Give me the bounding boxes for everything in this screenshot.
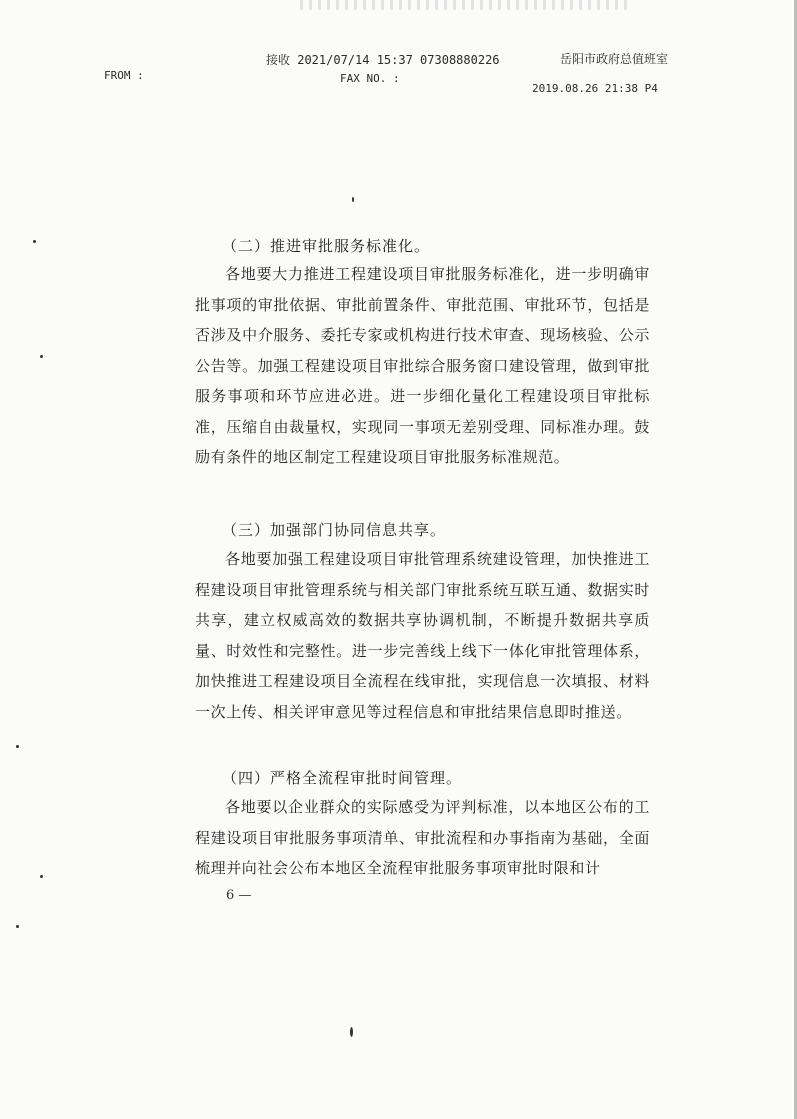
fax-received-stamp: 接收 2021/07/14 15:37 07308880226 xyxy=(266,53,500,67)
scan-noise-strip xyxy=(300,0,630,10)
scan-speck xyxy=(16,925,19,928)
fax-from-label: FROM : xyxy=(104,69,144,82)
fax-sender-org: 岳阳市政府总值班室 xyxy=(560,52,669,66)
section-2-body: 各地要大力推进工程建设项目审批服务标准化，进一步明确审批事项的审批依据、审批前置条件、审批范围、审批环节，包括是否涉及中介服务、委托专家或机构进行技术审查、现场核验、公示公告等。加强工程建设项目审批综合服务窗口建设管理，做到审批服务事项和环节应进必进。进一步细化量化工程建设项目审批标准，压缩自由裁量权，实现同一事项无差别受理、同标准办理。鼓励有条件的地区制定工程建设项目审批服务标准规范。 xyxy=(195,265,650,466)
scan-speck xyxy=(350,1027,353,1037)
scan-speck xyxy=(16,745,19,748)
section-3-heading: （三）加强部门协同信息共享。 xyxy=(222,521,447,539)
section-4-body: 各地要以企业群众的实际感受为评判标准，以本地区公布的工程建设项目审批服务事项清单、审批流程和办事指南为基础，全面梳理并向社会公布本地区全流程审批服务事项审批时限和计 xyxy=(195,798,650,877)
section-2-heading: （二）推进审批服务标准化。 xyxy=(222,237,431,255)
section-3-body: 各地要加强工程建设项目审批管理系统建设管理，加快推进工程建设项目审批管理系统与相关部门审批系统互联互通、数据实时共享，建立权威高效的数据共享协调机制，不断提升数据共享质量、时效性和完整性。进一步完善线上线下一体化审批管理体系，加快推进工程建设项目全流程在线审批，实现信息一次填报、材料一次上传、相关评审意见等过程信息和审批结果信息即时推送。 xyxy=(195,550,650,721)
page-number: 6 — xyxy=(226,888,252,903)
scan-speck xyxy=(33,240,36,243)
section-4-heading: （四）严格全流程审批时间管理。 xyxy=(222,769,463,787)
fax-date-page: 2019.08.26 21:38 P4 xyxy=(532,82,658,95)
fax-number-label: FAX NO. : xyxy=(340,72,400,85)
scan-speck xyxy=(40,355,43,358)
scan-speck xyxy=(352,197,354,202)
scan-speck xyxy=(40,875,43,878)
